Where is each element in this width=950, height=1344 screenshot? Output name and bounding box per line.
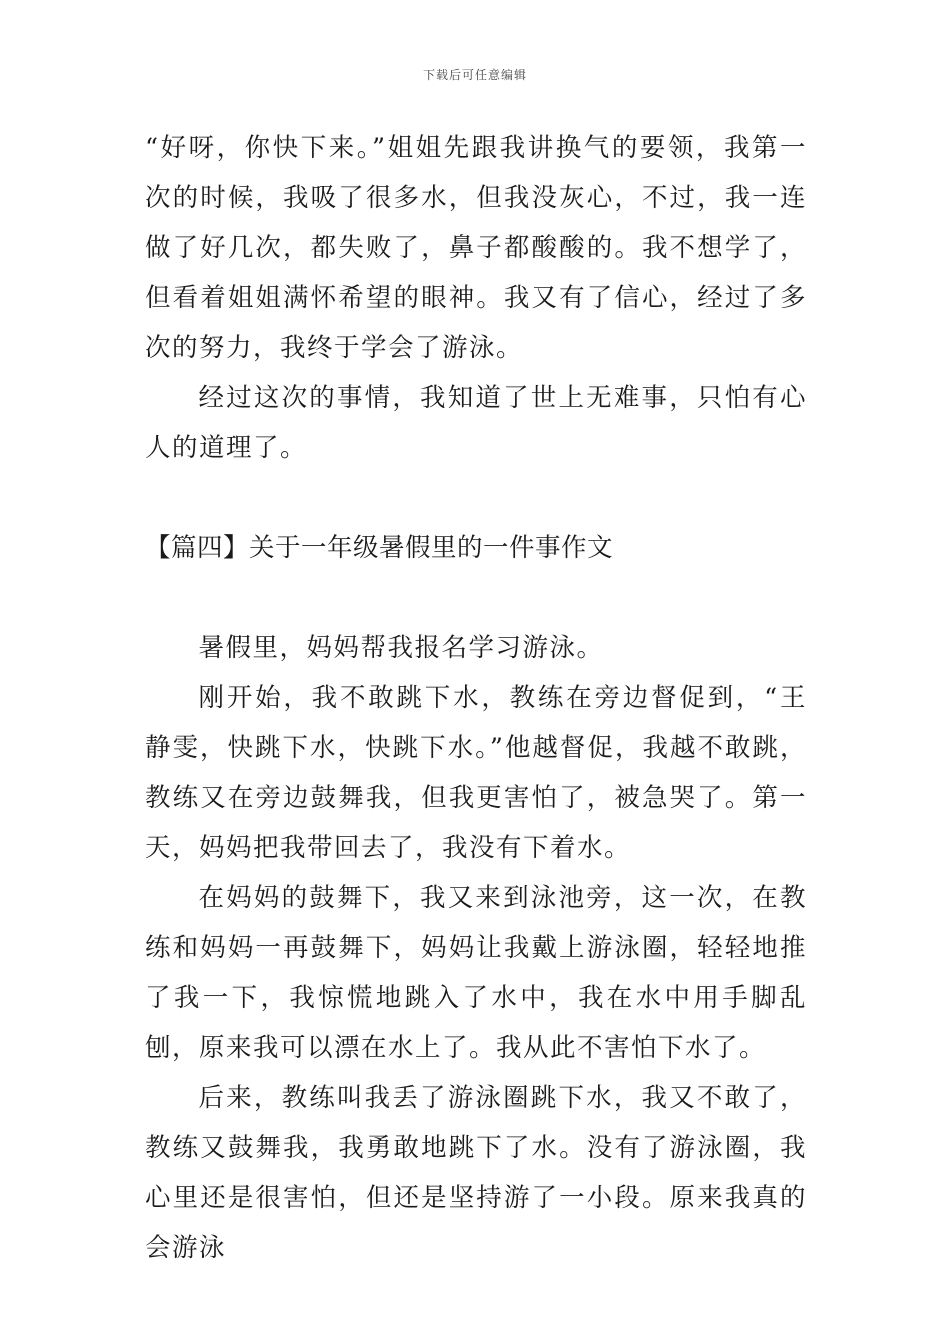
page-header-note: 下载后可任意编辑 (422, 68, 527, 82)
paragraph: 暑假里，妈妈帮我报名学习游泳。 (198, 633, 604, 663)
paragraph: 刚开始，我不敢跳下水，教练在旁边督促到，“王静雯，快跳下水，快跳下水。”他越督促，我越不敢跳，教练又在旁边鼓舞我，但我更害怕了，被急哭了。第一天，妈妈把我带回去了，我没有下着水。 (145, 683, 807, 863)
section2-body (145, 623, 807, 1273)
paragraph: 在妈妈的鼓舞下，我又来到泳池旁，这一次，在教练和妈妈一再鼓舞下，妈妈让我戴上游泳圈，轻轻地推了我一下，我惊慌地跳入了水中，我在水中用手脚乱刨，原来我可以漂在水上了。我从此不害怕下水了。 (145, 883, 807, 1063)
paragraph: 后来，教练叫我丢了游泳圈跳下水，我又不敢了，教练又鼓舞我，我勇敢地跳下了水。没有了游泳圈，我心里还是很害怕，但还是坚持游了一小段。原来我真的会游泳 (145, 1083, 807, 1263)
section1-body (145, 123, 807, 473)
section-title: 【篇四】关于一年级暑假里的一件事作文 (145, 533, 614, 563)
paragraph: “好呀，你快下来。”姐姐先跟我讲换气的要领，我第一次的时候，我吸了很多水，但我没灰心，不过，我一连做了好几次，都失败了，鼻子都酸酸的。我不想学了，但看着姐姐满怀希望的眼神。我又有了信心，经过了多次的努力，我终于学会了游泳。 (145, 133, 807, 363)
paragraph: 经过这次的事情，我知道了世上无难事，只怕有心人的道理了。 (145, 383, 807, 463)
